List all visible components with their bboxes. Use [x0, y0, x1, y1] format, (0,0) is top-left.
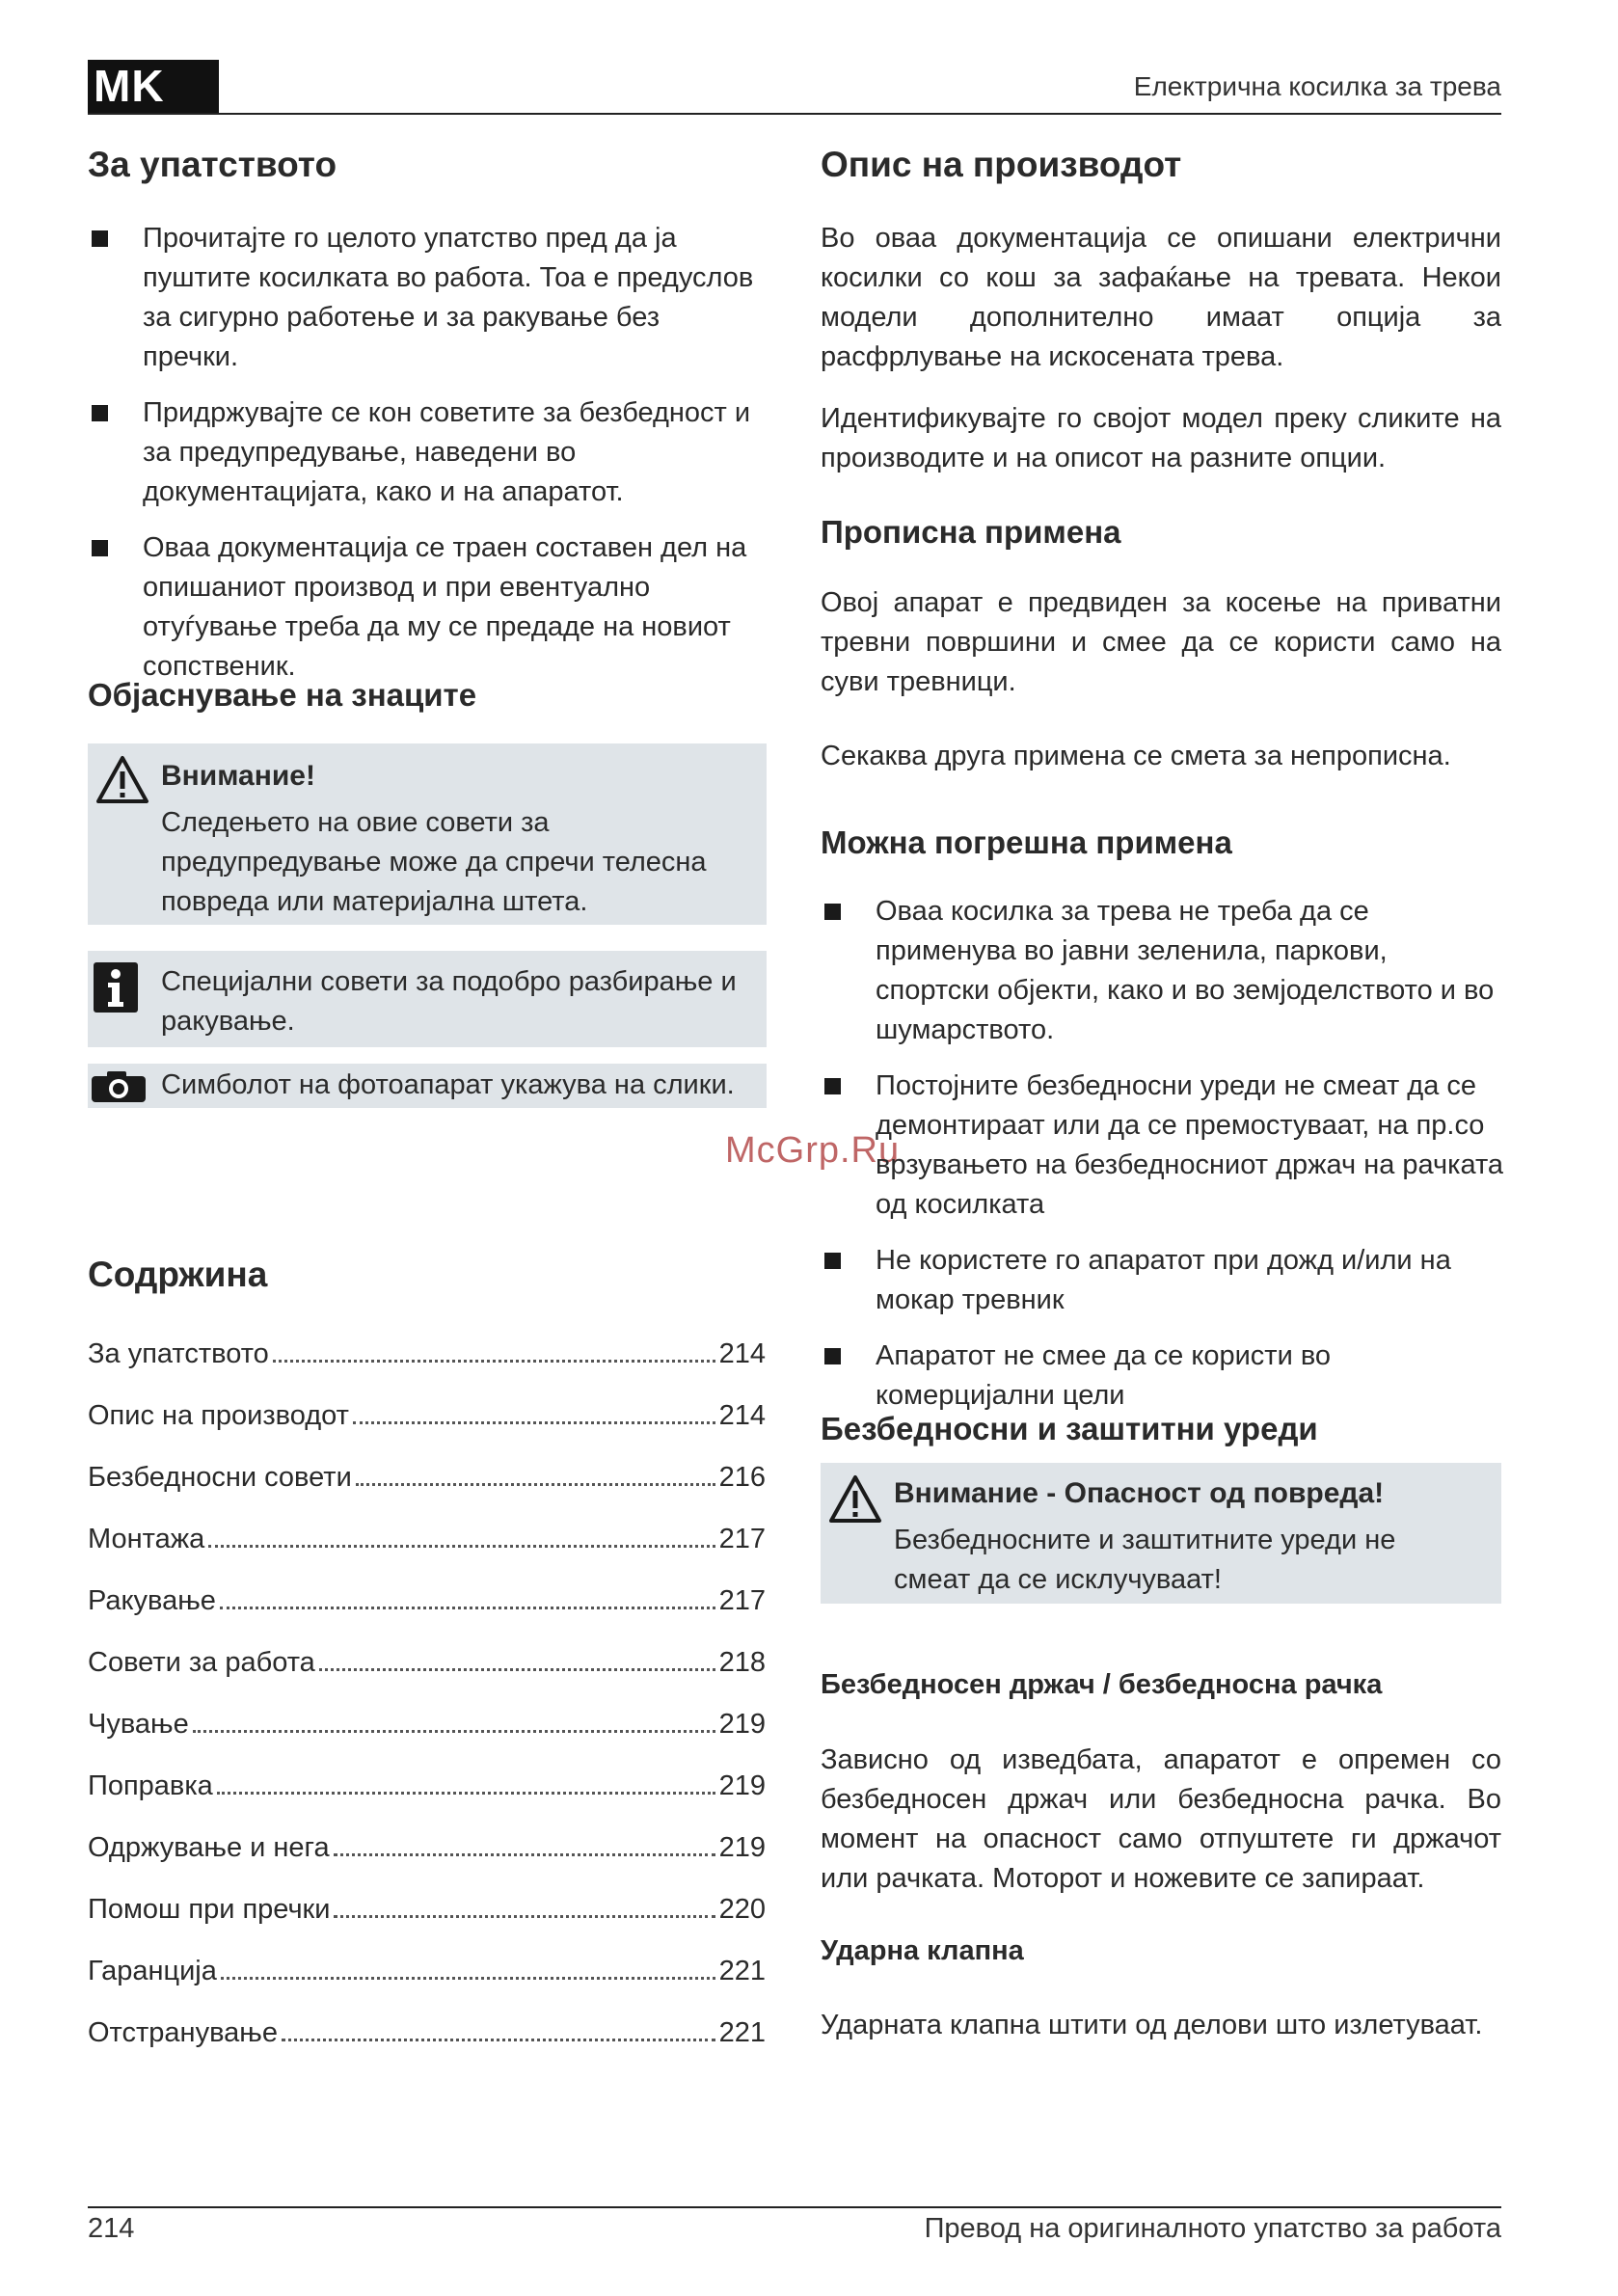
camera-notice: [88, 1064, 767, 1108]
page-number: 214: [88, 2213, 135, 2244]
info-text: Специјални совети за подобро разбирање и ракување.: [161, 966, 737, 1037]
proper-use-paragraph-2: Секаква друга примена се смета за непрописна.: [821, 741, 1451, 771]
bullet-square-icon: [824, 904, 841, 920]
warning-title: Внимание!: [161, 760, 315, 792]
dot-leader: [334, 1853, 715, 1856]
list-item: Не користете го апаратот при дожд и/или на мокар тревник: [821, 1241, 1505, 1320]
product-paragraph-1: Во оваа документација се опишани електрични косилки со кош за зафаќање на тревата. Некои модели дополнително имаат опција за расфрлување на искосената трева.: [821, 223, 1501, 372]
toc-row[interactable]: Монтажа 217: [88, 1524, 766, 1554]
dot-leader: [193, 1730, 715, 1733]
danger-text: Безбедносните и заштитните уреди не смеат да се исклучуваат!: [894, 1525, 1396, 1595]
header-title: Електрична косилка за трева: [1133, 71, 1501, 101]
list-item: Придржувајте се кон советите за безбедност и за предупредување, наведени во документацијата, како и на апаратот.: [88, 393, 763, 512]
list-item: Постојните безбедносни уреди не смеат да се демонтираат или да се премостуваат, на пр.со врзувањето на безбедносниот држач на рачката од косилката: [821, 1067, 1505, 1225]
bullet-square-icon: [92, 540, 108, 556]
bullet-square-icon: [824, 1348, 841, 1364]
toc-heading: Содржина: [88, 1255, 268, 1294]
impact-flap-heading: Ударна клапна: [821, 1935, 1024, 1966]
proper-use-heading: Прописна примена: [821, 514, 1121, 550]
info-icon: [94, 962, 138, 1013]
footer-divider: [88, 2206, 1501, 2208]
toc-row[interactable]: Одржување и нега 219: [88, 1832, 766, 1863]
about-manual-list: [88, 219, 763, 703]
dot-leader: [334, 1915, 715, 1918]
toc-row[interactable]: Безбедносни совети 216: [88, 1462, 766, 1493]
misuse-heading: Можна погрешна примена: [821, 824, 1232, 860]
dot-leader: [353, 1421, 715, 1424]
info-notice: [88, 951, 767, 1047]
warning-triangle-icon: [828, 1474, 882, 1525]
list-item: Прочитајте го целото упатство пред да ја пуштите косилката во работа. Тоа е предуслов за сигурно работење и за ракување без пречки.: [88, 219, 763, 377]
toc-row[interactable]: Ракување 217: [88, 1585, 766, 1616]
dot-leader: [217, 1792, 715, 1795]
safety-handle-paragraph: Зависно од изведбата, апаратот е опремен со безбедносен држач или безбедносна рачка. Во момент на опасност само отпуштете ги држачот или рачката. Моторот и ножевите се запираат.: [821, 1744, 1501, 1894]
misuse-list: [821, 892, 1505, 1432]
table-of-contents: [88, 1309, 766, 2049]
warning-text: Следењето на овие совети за предупредување може да спречи телесна повреда или материјална штета.: [161, 807, 707, 917]
toc-row[interactable]: Поправка 219: [88, 1770, 766, 1801]
toc-row[interactable]: Помош при пречки 220: [88, 1894, 766, 1925]
toc-row[interactable]: Опис на производот 214: [88, 1400, 766, 1431]
bullet-square-icon: [824, 1078, 841, 1094]
toc-row[interactable]: Отстранување 221: [88, 2017, 766, 2048]
camera-text: Симболот на фотоапарат укажува на слики.: [161, 1069, 735, 1100]
header-divider: [88, 113, 1501, 115]
symbols-heading: Објаснување на знаците: [88, 677, 477, 713]
bullet-square-icon: [92, 405, 108, 421]
toc-row[interactable]: Гаранција 221: [88, 1956, 766, 1986]
dot-leader: [282, 2039, 715, 2041]
about-manual-heading: За упатството: [88, 145, 337, 184]
dot-leader: [221, 1977, 715, 1980]
toc-row[interactable]: Чување 219: [88, 1709, 766, 1740]
proper-use-paragraph-1: Овој апарат е предвиден за косење на приватни тревни површини и смее да се користи само на суви тревници.: [821, 587, 1501, 697]
dot-leader: [208, 1545, 715, 1548]
dot-leader: [273, 1360, 715, 1363]
safety-devices-heading: Безбедносни и заштитни уреди: [821, 1411, 1318, 1446]
bullet-square-icon: [824, 1253, 841, 1269]
safety-handle-heading: Безбедносен држач / безбедносна рачка: [821, 1669, 1383, 1700]
footer-title: Превод на оригиналното упатство за работа: [924, 2213, 1501, 2244]
product-description-heading: Опис на производот: [821, 145, 1182, 184]
dot-leader: [356, 1483, 715, 1486]
list-item: Оваа документација се траен составен дел на опишаниот производ и при евентуално отуѓување треба да му се предаде на новиот сопственик.: [88, 528, 763, 687]
danger-title: Внимание - Опасност од повреда!: [894, 1477, 1385, 1509]
warning-triangle-icon: [95, 755, 149, 805]
list-item: Апаратот не смее да се користи во комерцијални цели: [821, 1337, 1505, 1416]
product-paragraph-2: Идентификувајте го својот модел преку сликите на производите и на описот на разните опции.: [821, 403, 1501, 473]
language-badge: MK: [88, 60, 219, 113]
watermark: McGrp.Ru: [725, 1130, 901, 1171]
list-item: Оваа косилка за трева не треба да се применува во јавни зеленила, паркови, спортски објекти, како и во земјоделството и во шумарството.: [821, 892, 1505, 1050]
dot-leader: [220, 1607, 715, 1609]
impact-flap-paragraph: Ударната клапна штити од делови што излетуваат.: [821, 2010, 1483, 2040]
toc-row[interactable]: За упатството 214: [88, 1338, 766, 1369]
toc-row[interactable]: Совети за работа 218: [88, 1647, 766, 1678]
dot-leader: [319, 1668, 715, 1671]
danger-notice: [821, 1463, 1501, 1604]
warning-notice: [88, 743, 767, 925]
camera-icon: [92, 1071, 146, 1102]
bullet-square-icon: [92, 230, 108, 247]
